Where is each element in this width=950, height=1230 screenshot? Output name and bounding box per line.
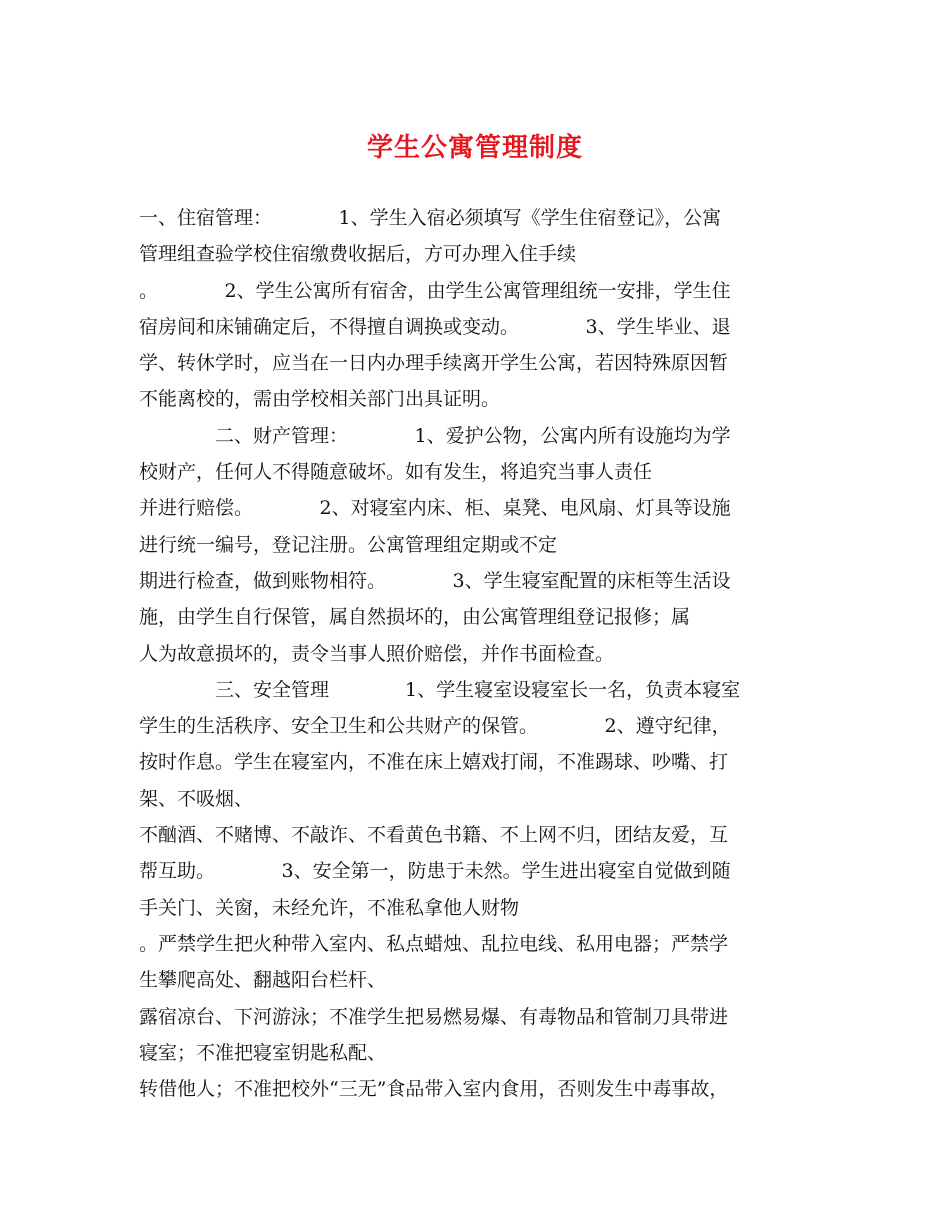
text-line: 露宿凉台、下河游泳；不准学生把易燃易爆、有毒物品和管制刀具带进 [139, 1005, 729, 1028]
document-body [139, 200, 829, 1107]
text-line: 不酗酒、不赌博、不敲诈、不看黄色书籍、不上网不归，团结友爱，互 [139, 824, 729, 847]
text-line: 。严禁学生把火种带入室内、私点蜡烛、乱拉电线、私用电器；严禁学 [139, 932, 729, 955]
document-title: 学生公寓管理制度 [366, 133, 583, 163]
text-line: 校财产，任何人不得随意破坏。如有发生，将追究当事人责任 [139, 461, 653, 484]
text-line: 按时作息。学生在寝室内，不准在床上嬉戏打闹，不准踢球、吵嘴、打 [139, 751, 729, 774]
text-line: 进行统一编号，登记注册。公寓管理组定期或不定 [139, 533, 558, 556]
text-line: 学、转休学时，应当在一日内办理手续离开学生公寓，若因特殊原因暂 [139, 352, 729, 375]
text-line: 一、住宿管理： 1、学生入宿必须填写《学生住宿登记》，公寓 [139, 207, 722, 229]
text-line: 转借他人；不准把校外“三无”食品带入室内食用，否则发生中毒事故， [139, 1078, 729, 1101]
text-line: 宿房间和床铺确定后，不得擅自调换或变动。 3、学生毕业、退 [139, 315, 731, 338]
text-line: 架、不吸烟、 [139, 787, 254, 810]
text-line: 期进行检查，做到账物相符。 3、学生寝室配置的床柜等生活设 [139, 569, 731, 592]
text-line: 寝室；不准把寝室钥匙私配、 [139, 1041, 387, 1064]
text-line: 并进行赔偿。 2、对寝室内床、柜、桌凳、电风扇、灯具等设施 [139, 497, 731, 520]
text-line: 不能离校的，需由学校相关部门出具证明。 [139, 388, 501, 411]
text-line: 学生的生活秩序、安全卫生和公共财产的保管。 2、遵守纪律， [139, 715, 731, 738]
text-line: 管理组查验学校住宿缴费收据后，方可办理入住手续 [139, 243, 577, 266]
text-line: 人为故意损坏的，责令当事人照价赔偿，并作书面检查。 [139, 642, 615, 665]
text-line: 生攀爬高处、翻越阳台栏杆、 [139, 969, 387, 992]
text-line: 二、财产管理： 1、爱护公物，公寓内所有设施均为学 [139, 424, 731, 447]
text-line: 手关门、关窗，未经允许，不准私拿他人财物 [139, 896, 520, 919]
text-line: 帮互助。 3、安全第一，防患于未然。学生进出寝室自觉做到随 [139, 860, 731, 883]
text-line: 三、安全管理 1、学生寝室设寝室长一名，负责本寝室 [139, 678, 741, 701]
text-line: 施，由学生自行保管，属自然损坏的，由公寓管理组登记报修；属 [139, 606, 691, 629]
text-line: 。 2、学生公寓所有宿舍，由学生公寓管理组统一安排，学生住 [139, 279, 731, 302]
